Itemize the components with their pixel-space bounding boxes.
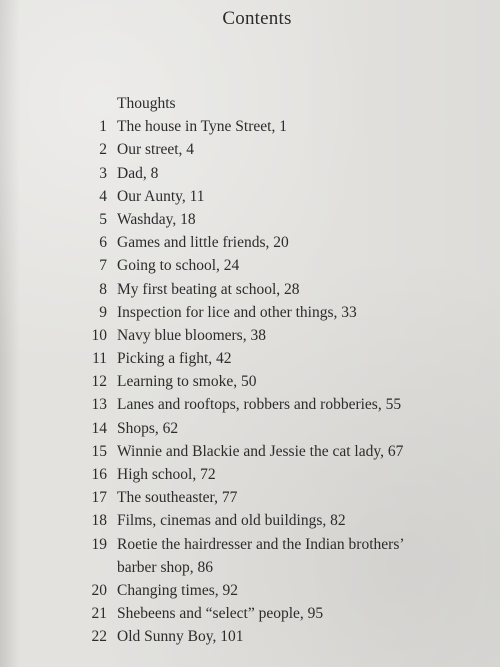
toc-entry-title: The southeaster, 77 (117, 489, 238, 507)
toc-entry-title: Lanes and rooftops, robbers and robberies, 55 (117, 396, 402, 414)
toc-entry (86, 625, 486, 648)
toc-entry (86, 185, 486, 208)
toc-entry-number: 15 (91, 442, 107, 460)
table-of-contents (86, 92, 486, 649)
toc-entry (86, 370, 486, 393)
toc-entry (86, 463, 486, 486)
toc-entry-title: Old Sunny Boy, 101 (117, 628, 244, 646)
toc-entry-number: 5 (99, 210, 107, 228)
toc-entry-title: Our Aunty, 11 (117, 187, 205, 205)
toc-entry (86, 533, 486, 556)
toc-entry-title: Shops, 62 (117, 419, 179, 437)
toc-entry-title: My first beating at school, 28 (117, 280, 300, 298)
toc-entry-preface (86, 92, 486, 115)
toc-entry-number: 2 (99, 141, 107, 159)
toc-entry-number: 10 (91, 326, 107, 344)
toc-entry-title: Learning to smoke, 50 (117, 373, 257, 391)
toc-entry-number: 3 (99, 164, 107, 182)
toc-entry-number: 18 (91, 512, 107, 530)
toc-entry (86, 347, 486, 370)
toc-entry-number: 16 (91, 466, 107, 483)
toc-entry-title: Navy blue bloomers, 38 (117, 326, 266, 344)
toc-entry-number: 13 (91, 396, 107, 414)
toc-entry-title: Our street, 4 (117, 141, 195, 159)
toc-entry-title: Roetie the hairdresser and the Indian brothers’ (117, 535, 405, 553)
toc-entry (86, 440, 486, 463)
toc-entry-number: 19 (91, 535, 107, 553)
toc-entry-title: Thoughts (117, 95, 176, 112)
toc-entry-title: Inspection for lice and other things, 33 (117, 303, 357, 321)
toc-entry-title: Changing times, 92 (117, 581, 238, 599)
toc-entry-title: barber shop, 86 (117, 558, 213, 576)
toc-entry (86, 393, 486, 416)
toc-entry-number: 22 (91, 628, 107, 646)
toc-entry-number: 4 (99, 187, 107, 205)
toc-entry-number: 20 (91, 581, 107, 599)
toc-entry-number: 7 (99, 257, 107, 275)
page-title: Contents (222, 8, 292, 29)
toc-entry-number: 6 (99, 234, 107, 252)
toc-entry-title: Winnie and Blackie and Jessie the cat lady, 67 (117, 442, 404, 460)
toc-entry-title: Games and little friends, 20 (117, 234, 289, 252)
toc-entry (86, 301, 486, 324)
toc-entry (86, 486, 486, 509)
toc-entry-number: 12 (91, 373, 107, 391)
toc-entry (86, 509, 486, 532)
toc-entry-title: Shebeens and “select” people, 95 (117, 605, 324, 623)
toc-entry-title: The house in Tyne Street, 1 (117, 118, 287, 136)
toc-entry-title: Washday, 18 (117, 210, 196, 228)
toc-entry-number: 8 (99, 280, 107, 298)
toc-entry (86, 208, 486, 231)
toc-entry (86, 138, 486, 161)
toc-entry (86, 602, 486, 625)
toc-entry-number: 1 (99, 118, 107, 136)
toc-entry-number: 21 (91, 605, 107, 623)
toc-entry-title: Picking a fight, 42 (117, 350, 232, 368)
toc-entry-number: 11 (92, 350, 107, 368)
toc-entry (86, 254, 486, 277)
toc-entry-title: Films, cinemas and old buildings, 82 (117, 512, 346, 530)
toc-entry (86, 278, 486, 301)
toc-entry (86, 162, 486, 185)
toc-entry (86, 579, 486, 602)
toc-entry-number: 17 (91, 489, 107, 507)
toc-entry (86, 115, 486, 138)
toc-entry-title: High school, 72 (117, 466, 216, 483)
toc-entry (86, 231, 486, 254)
toc-entry-number: 9 (99, 303, 107, 321)
toc-entry-number: 14 (91, 419, 107, 437)
toc-entry (86, 417, 486, 440)
toc-entry (86, 324, 486, 347)
toc-entry-title: Dad, 8 (117, 164, 159, 182)
toc-entry-title: Going to school, 24 (117, 257, 240, 275)
toc-entry-continued (86, 556, 486, 579)
